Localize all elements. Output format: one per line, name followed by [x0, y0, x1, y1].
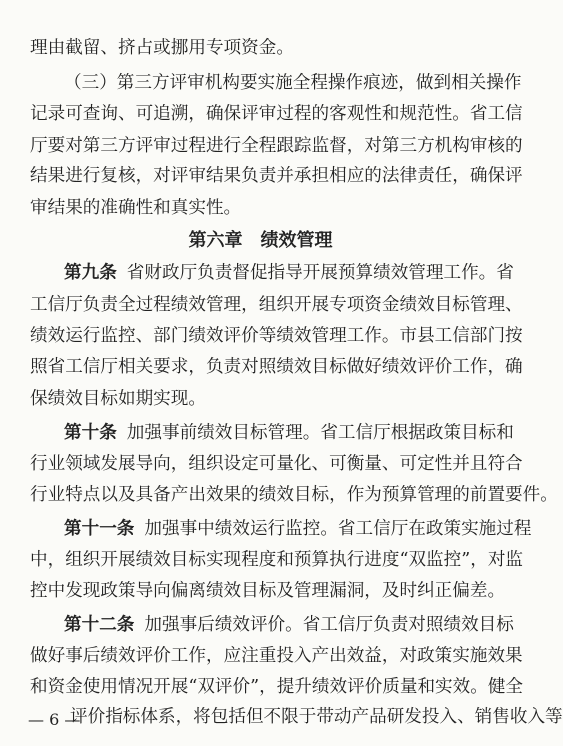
paragraph-line: [64, 262, 514, 284]
article-label: 第十一条: [64, 519, 135, 539]
paragraph-line: 审结果的准确性和真实性。: [30, 198, 242, 218]
page-number: — 6 —: [28, 710, 81, 729]
paragraph-text: 加强事前绩效目标管理。省工信厅根据政策目标和: [126, 423, 514, 443]
paragraph-line: 行业领域发展导向，组织设定可量化、可衡量、可定性并且符合: [30, 454, 523, 474]
paragraph-text: 加强事后绩效评价。省工信厅负责对照绩效目标: [144, 615, 514, 635]
paragraph-line: 理由截留、挤占或挪用专项资金。: [30, 38, 294, 58]
paragraph-line: 绩效运行监控、部门绩效评价等绩效管理工作。市县工信部门按: [30, 326, 523, 346]
article-label: 第十二条: [64, 615, 135, 635]
paragraph-line: 工信厅负责全过程绩效管理，组织开展专项资金绩效目标管理、: [30, 295, 523, 315]
paragraph-line: [64, 422, 514, 444]
paragraph-line: 厅要对第三方评审过程进行全程跟踪监督，对第三方机构审核的: [30, 136, 523, 156]
paragraph-line: 行业特点以及具备产出效果的绩效目标，作为预算管理的前置要件。: [30, 485, 558, 505]
paragraph-line: 评价指标体系，将包括但不限于带动产品研发投入、销售收入等: [70, 707, 563, 727]
chapter-heading: 第六章 绩效管理: [188, 230, 333, 251]
paragraph-line: 记录可查询、可追溯，确保评审过程的客观性和规范性。省工信: [30, 104, 523, 124]
paragraph-text: 省财政厅负责督促指导开展预算绩效管理工作。省: [126, 263, 514, 283]
paragraph-line: 保绩效目标如期实现。: [30, 389, 206, 409]
paragraph-line: [64, 614, 514, 636]
paragraph-line: 中，组织开展绩效目标实现程度和预算执行进度“双监控”，对监: [30, 550, 524, 570]
article-label: 第十条: [64, 423, 117, 443]
paragraph-line: 做好事后绩效评价工作，应注重投入产出效益，对政策实施效果: [30, 646, 523, 666]
paragraph-line: 和资金使用情况开展“双评价”，提升绩效评价质量和实效。健全: [30, 677, 524, 697]
article-label: 第九条: [64, 263, 117, 283]
paragraph-line: [64, 518, 532, 540]
paragraph-line: 结果进行复核，对评审结果负责并承担相应的法律责任，确保评: [30, 166, 523, 186]
paragraph-line: （三）第三方评审机构要实施全程操作痕迹，做到相关操作: [64, 73, 522, 93]
paragraph-line: 照省工信厅相关要求，负责对照绩效目标做好绩效评价工作，确: [30, 357, 523, 377]
paragraph-text: 加强事中绩效运行监控。省工信厅在政策实施过程: [144, 519, 532, 539]
paragraph-line: 控中发现政策导向偏离绩效目标及管理漏洞，及时纠正偏差。: [30, 581, 506, 601]
